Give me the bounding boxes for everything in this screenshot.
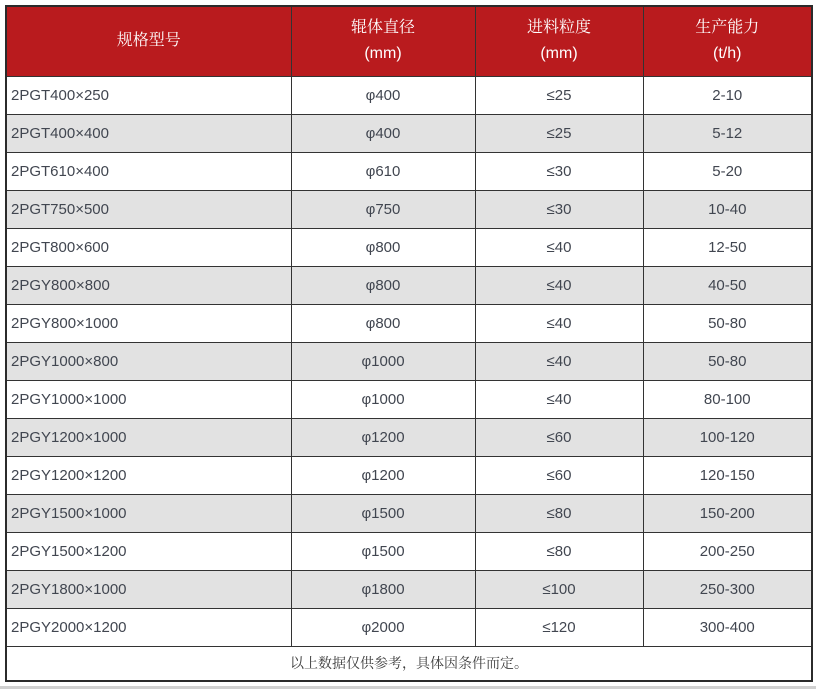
- col-header-feed-size-label: 进料粒度: [526, 19, 591, 37]
- table-row: [6, 152, 812, 190]
- cell-capacity: 50-80: [643, 304, 812, 342]
- cell-capacity: 50-80: [643, 342, 812, 380]
- table-row: [6, 456, 812, 494]
- cell-model: 2PGT750×500: [6, 190, 291, 228]
- cell-roller-diameter: φ800: [291, 228, 475, 266]
- table-row: [6, 380, 812, 418]
- cell-model: 2PGY1000×1000: [6, 380, 291, 418]
- cell-model: 2PGY800×800: [6, 266, 291, 304]
- cell-model: 2PGY1500×1000: [6, 494, 291, 532]
- cell-feed-size: ≤40: [475, 342, 643, 380]
- table-row: [6, 418, 812, 456]
- cell-roller-diameter: φ1500: [291, 532, 475, 570]
- header-row: [6, 6, 812, 76]
- table-row: [6, 342, 812, 380]
- cell-feed-size: ≤120: [475, 608, 643, 646]
- cell-model: 2PGY1500×1200: [6, 532, 291, 570]
- col-header-capacity-label: 生产能力: [695, 19, 760, 37]
- table-row: [6, 532, 812, 570]
- cell-feed-size: ≤40: [475, 304, 643, 342]
- cell-feed-size: ≤25: [475, 114, 643, 152]
- cell-roller-diameter: φ610: [291, 152, 475, 190]
- table-header: [6, 6, 812, 76]
- cell-capacity: 5-12: [643, 114, 812, 152]
- cell-feed-size: ≤80: [475, 532, 643, 570]
- cell-roller-diameter: φ1500: [291, 494, 475, 532]
- cell-feed-size: ≤60: [475, 418, 643, 456]
- table-row: [6, 570, 812, 608]
- table-row: [6, 266, 812, 304]
- cell-capacity: 150-200: [643, 494, 812, 532]
- cell-capacity: 80-100: [643, 380, 812, 418]
- col-header-capacity-unit: (t/h): [713, 45, 742, 63]
- footer-note: 以上数据仅供参考，具体因条件而定。: [6, 646, 812, 681]
- cell-model: 2PGY1800×1000: [6, 570, 291, 608]
- cell-model: 2PGT400×400: [6, 114, 291, 152]
- cell-model: 2PGT400×250: [6, 76, 291, 114]
- col-header-model-label: 规格型号: [116, 32, 181, 50]
- table-row: [6, 190, 812, 228]
- col-header-feed-size: [475, 6, 643, 76]
- table-footer: [6, 646, 812, 681]
- cell-capacity: 100-120: [643, 418, 812, 456]
- cell-roller-diameter: φ400: [291, 114, 475, 152]
- cell-model: 2PGY2000×1200: [6, 608, 291, 646]
- table-row: [6, 304, 812, 342]
- spec-table-container: [5, 5, 811, 682]
- cell-roller-diameter: φ800: [291, 266, 475, 304]
- cell-capacity: 2-10: [643, 76, 812, 114]
- cell-feed-size: ≤80: [475, 494, 643, 532]
- cell-feed-size: ≤25: [475, 76, 643, 114]
- cell-capacity: 10-40: [643, 190, 812, 228]
- table-row: [6, 114, 812, 152]
- cell-roller-diameter: φ750: [291, 190, 475, 228]
- cell-model: 2PGY1200×1200: [6, 456, 291, 494]
- table-row: [6, 608, 812, 646]
- cell-capacity: 300-400: [643, 608, 812, 646]
- cell-model: 2PGT800×600: [6, 228, 291, 266]
- cell-capacity: 12-50: [643, 228, 812, 266]
- cell-roller-diameter: φ1200: [291, 456, 475, 494]
- cell-model: 2PGY800×1000: [6, 304, 291, 342]
- cell-roller-diameter: φ2000: [291, 608, 475, 646]
- cell-feed-size: ≤30: [475, 190, 643, 228]
- col-header-feed-size-unit: (mm): [540, 45, 578, 63]
- cell-feed-size: ≤40: [475, 266, 643, 304]
- cell-model: 2PGT610×400: [6, 152, 291, 190]
- cell-feed-size: ≤60: [475, 456, 643, 494]
- col-header-model: [6, 6, 291, 76]
- col-header-roller-diameter-label: 辊体直径: [350, 19, 415, 37]
- cell-capacity: 120-150: [643, 456, 812, 494]
- cell-capacity: 200-250: [643, 532, 812, 570]
- cell-roller-diameter: φ1200: [291, 418, 475, 456]
- cell-capacity: 5-20: [643, 152, 812, 190]
- cell-capacity: 250-300: [643, 570, 812, 608]
- cell-model: 2PGY1000×800: [6, 342, 291, 380]
- cell-model: 2PGY1200×1000: [6, 418, 291, 456]
- table-row: [6, 228, 812, 266]
- footer-row: [6, 646, 812, 681]
- cell-roller-diameter: φ800: [291, 304, 475, 342]
- cell-roller-diameter: φ1000: [291, 342, 475, 380]
- table-body: [6, 76, 812, 646]
- cell-feed-size: ≤40: [475, 228, 643, 266]
- spec-table: [5, 5, 813, 682]
- col-header-roller-diameter-unit: (mm): [364, 45, 402, 63]
- col-header-roller-diameter: [291, 6, 475, 76]
- col-header-capacity: [643, 6, 812, 76]
- cell-feed-size: ≤40: [475, 380, 643, 418]
- table-row: [6, 76, 812, 114]
- cell-roller-diameter: φ1000: [291, 380, 475, 418]
- cell-capacity: 40-50: [643, 266, 812, 304]
- cell-feed-size: ≤30: [475, 152, 643, 190]
- cell-roller-diameter: φ400: [291, 76, 475, 114]
- cell-roller-diameter: φ1800: [291, 570, 475, 608]
- cell-feed-size: ≤100: [475, 570, 643, 608]
- table-row: [6, 494, 812, 532]
